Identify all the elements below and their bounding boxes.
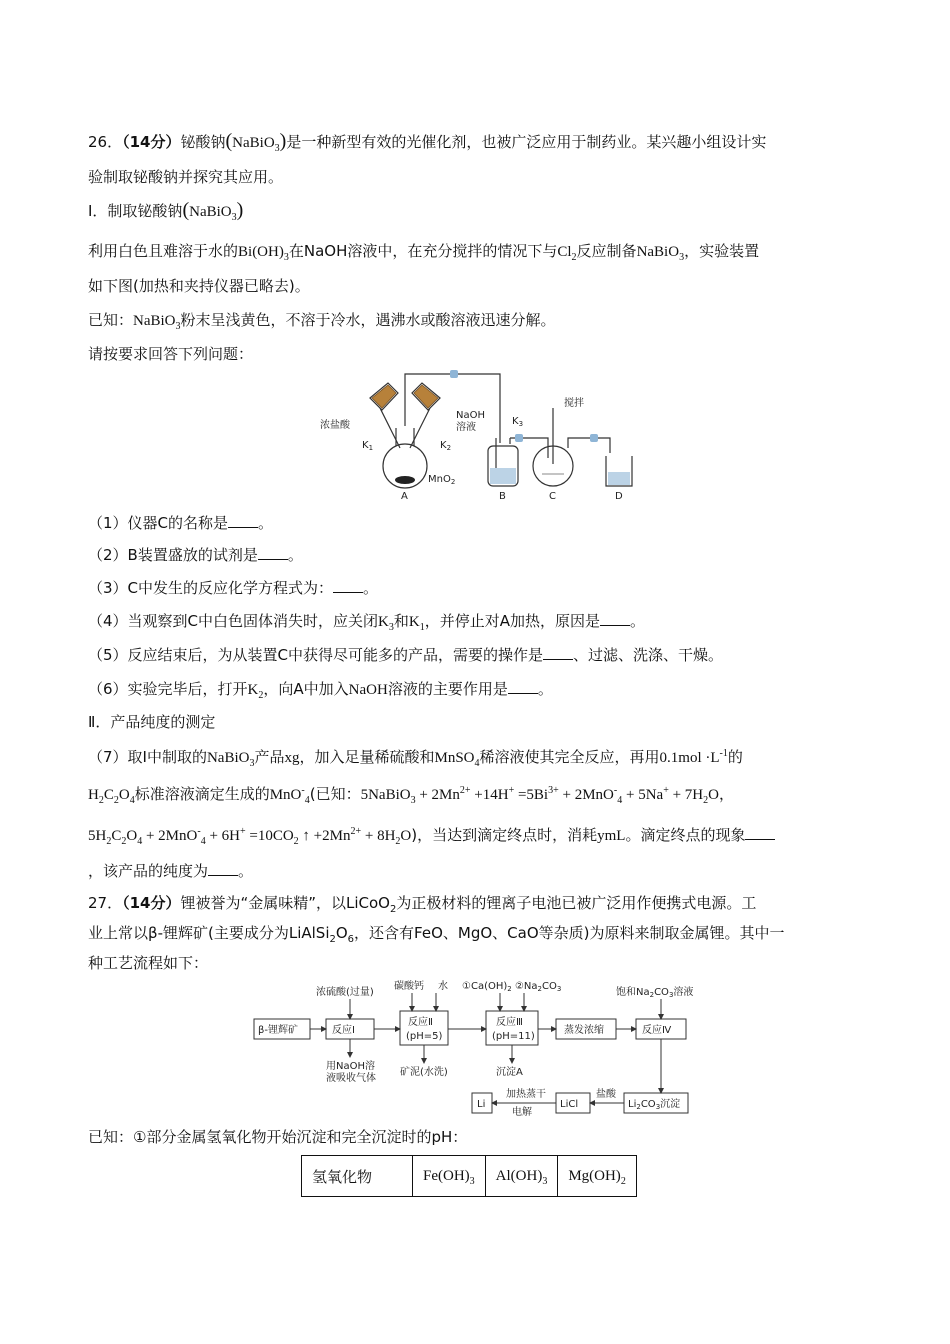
q26-part2: Ⅱ．产品纯度的测定 [88, 713, 216, 731]
flow-r3: 反应Ⅲ [496, 1017, 523, 1028]
q26-sub3: （3）C中发生的反应化学方程式为： 。 [88, 579, 379, 597]
q26-line4: 利用白色且难溶于水的$Bi(OH)_3$在NaOH溶液中，在充分搅拌的情况下与$Cl_2$反应制备NaBiO$_3$，实验装置 [88, 242, 760, 263]
q27-line3: 种工艺流程如下： [88, 954, 209, 972]
flow-elec: 电解 [512, 1107, 532, 1118]
q26-score: （14分） [122, 133, 181, 151]
label-stir: 搅拌 [564, 398, 584, 409]
table-row [302, 1156, 637, 1197]
label-k3: $K_3$ [512, 416, 524, 428]
q26-line5: 如下图(加热和夹持仪器已略去)。 [88, 277, 310, 295]
flow-precA: 沉淀A [496, 1067, 523, 1078]
flow-caco3: 碳酸钙 [394, 981, 424, 992]
flow-li2co3: $Li_2CO_3$沉淀 [628, 1099, 681, 1111]
label-C: C [549, 491, 556, 502]
q26-line2: 验制取铋酸钠并探究其应用。 [88, 168, 284, 186]
q27-line1: 27．（14分）锂被誉为“金属味精”，以LiCoO$_2$为正极材料的锂离子电池已被广泛用作便携式电源。工 [88, 894, 757, 915]
label-naoh: NaOH [456, 410, 485, 421]
flow-hcl: 盐酸 [596, 1089, 616, 1100]
label-D: D [615, 491, 623, 502]
equation-1: 5NaBiO$_3$ + $2Mn^{2+} +14H^+ =5Bi^{3+} + 2MnO^-_4 + 5Na^+ + 7H_2O$ [360, 785, 719, 806]
q27-known: 已知：①部分金属氢氧化物开始沉淀和完全沉淀时的pH： [88, 1128, 468, 1146]
label-naoh-solution: 溶液 [456, 422, 476, 433]
table-header-cell: $Fe(OH)_3$ [413, 1156, 486, 1197]
flow-reagent1: $①Ca(OH)_2$ $②Na_2CO_3$ [462, 981, 562, 993]
flow-water: 水 [438, 981, 448, 992]
flow-acid: 浓硫酸(过量) [316, 987, 374, 998]
q26-sub2: （2）B装置盛放的试剂是 。 [88, 546, 303, 564]
table-header-cell: $Al(OH)_3$ [485, 1156, 558, 1197]
flow-r4: 反应Ⅳ [642, 1025, 672, 1036]
flow-r2: 反应Ⅱ [408, 1017, 433, 1028]
table-header-cell: 氢氧化物 [302, 1156, 413, 1197]
label-A: A [401, 491, 408, 502]
flow-heat: 加热蒸干 [506, 1089, 546, 1100]
q26-ask: 请按要求回答下列问题： [88, 345, 254, 363]
q26-sub7: （7）取Ⅰ中制取的NaBiO$_3$产品xg，加入足量稀硫酸和MnSO$_4$稀溶液使其完全反应，再用$0.1mol \cdot L^{-1}$的 [88, 748, 743, 769]
q26-sub4: （4）当观察到C中白色固体消失时，应关闭$K_3$和$K_1$，并停止对A加热，原因是 。 [88, 612, 646, 633]
q26-sub5: （5）反应结束后，为从装置C中获得尽可能多的产品，需要的操作是 、过滤、洗涤、干燥。 [88, 646, 724, 664]
flow-ore: β-锂辉矿 [258, 1025, 298, 1036]
label-B: B [499, 491, 506, 502]
flow-evap: 蒸发浓缩 [564, 1025, 604, 1036]
flow-licl: LiCl [560, 1099, 579, 1110]
q26-sub1: （1）仪器C的名称是 。 [88, 514, 274, 532]
equation-2: $5H_2C_2O_4 + 2MnO^-_4 + 6H^+ =10CO_2$ ↑ $+2Mn^{2+} + 8H_2O$ [88, 826, 412, 847]
label-conc-hcl: 浓盐酸 [320, 420, 350, 431]
flow-ph5: (pH=5) [406, 1031, 443, 1042]
q26-known: 已知：NaBiO$_3$粉末呈浅黄色，不溶于冷水，遇沸水或酸溶液迅速分解。 [88, 311, 556, 332]
flow-absorb1: 用NaOH溶 [326, 1061, 375, 1072]
q26-sub6: （6）实验完毕后，打开$K_2$，向A中加入NaOH溶液的主要作用是 。 [88, 680, 553, 701]
flow-r1: 反应Ⅰ [332, 1025, 355, 1036]
q26-sub7-line2: $H_2C_2O_4$标准溶液滴定生成的MnO-$_4$(已知：5NaBiO$_3$ + $2Mn^{2+} +14H^+ =5Bi^{3+} + 2MnO^-_4 + 5Na^+ + 7H_2O$， [88, 785, 734, 806]
flow-sat: 饱和$Na_2CO_3$溶液 [616, 987, 694, 999]
table-header-cell: $Mg(OH)_2$ [558, 1156, 637, 1197]
q26-line1: 26．（14分）铋酸钠(NaBiO$_3$)是一种新型有效的光催化剂，也被广泛应用于制药业。某兴趣小组设计实 [88, 130, 767, 154]
hydroxide-table [301, 1155, 637, 1197]
q26-part1: I．制取铋酸钠(NaBiO$_3$) [88, 199, 244, 223]
label-k2: $K_2$ [440, 440, 452, 452]
flow-ph11: (pH=11) [492, 1031, 535, 1042]
q26-sub7-line3: $5H_2C_2O_4 + 2MnO^-_4 + 6H^+ =10CO_2$ ↑ $+2Mn^{2+} + 8H_2O$)，当达到滴定终点时，消耗ymL。滴定终点的现象 [88, 825, 775, 846]
label-mno2: MnO$_2$ [428, 474, 456, 486]
flow-absorb2: 液吸收气体 [326, 1073, 376, 1084]
process-flowchart [250, 975, 720, 1120]
flow-li: Li [477, 1099, 486, 1110]
flow-mud: 矿泥(水洗) [400, 1067, 448, 1078]
q27-line2: 业上常以β-锂辉矿(主要成分为$LiAlSi_2O_6$，还含有FeO、MgO、CaO等杂质)为原料来制取金属锂。其中一 [88, 924, 785, 945]
q26-sub7-line4: ，该产品的纯度为 。 [88, 862, 254, 880]
apparatus-figure [310, 368, 650, 508]
label-k1: $K_1$ [362, 440, 374, 452]
